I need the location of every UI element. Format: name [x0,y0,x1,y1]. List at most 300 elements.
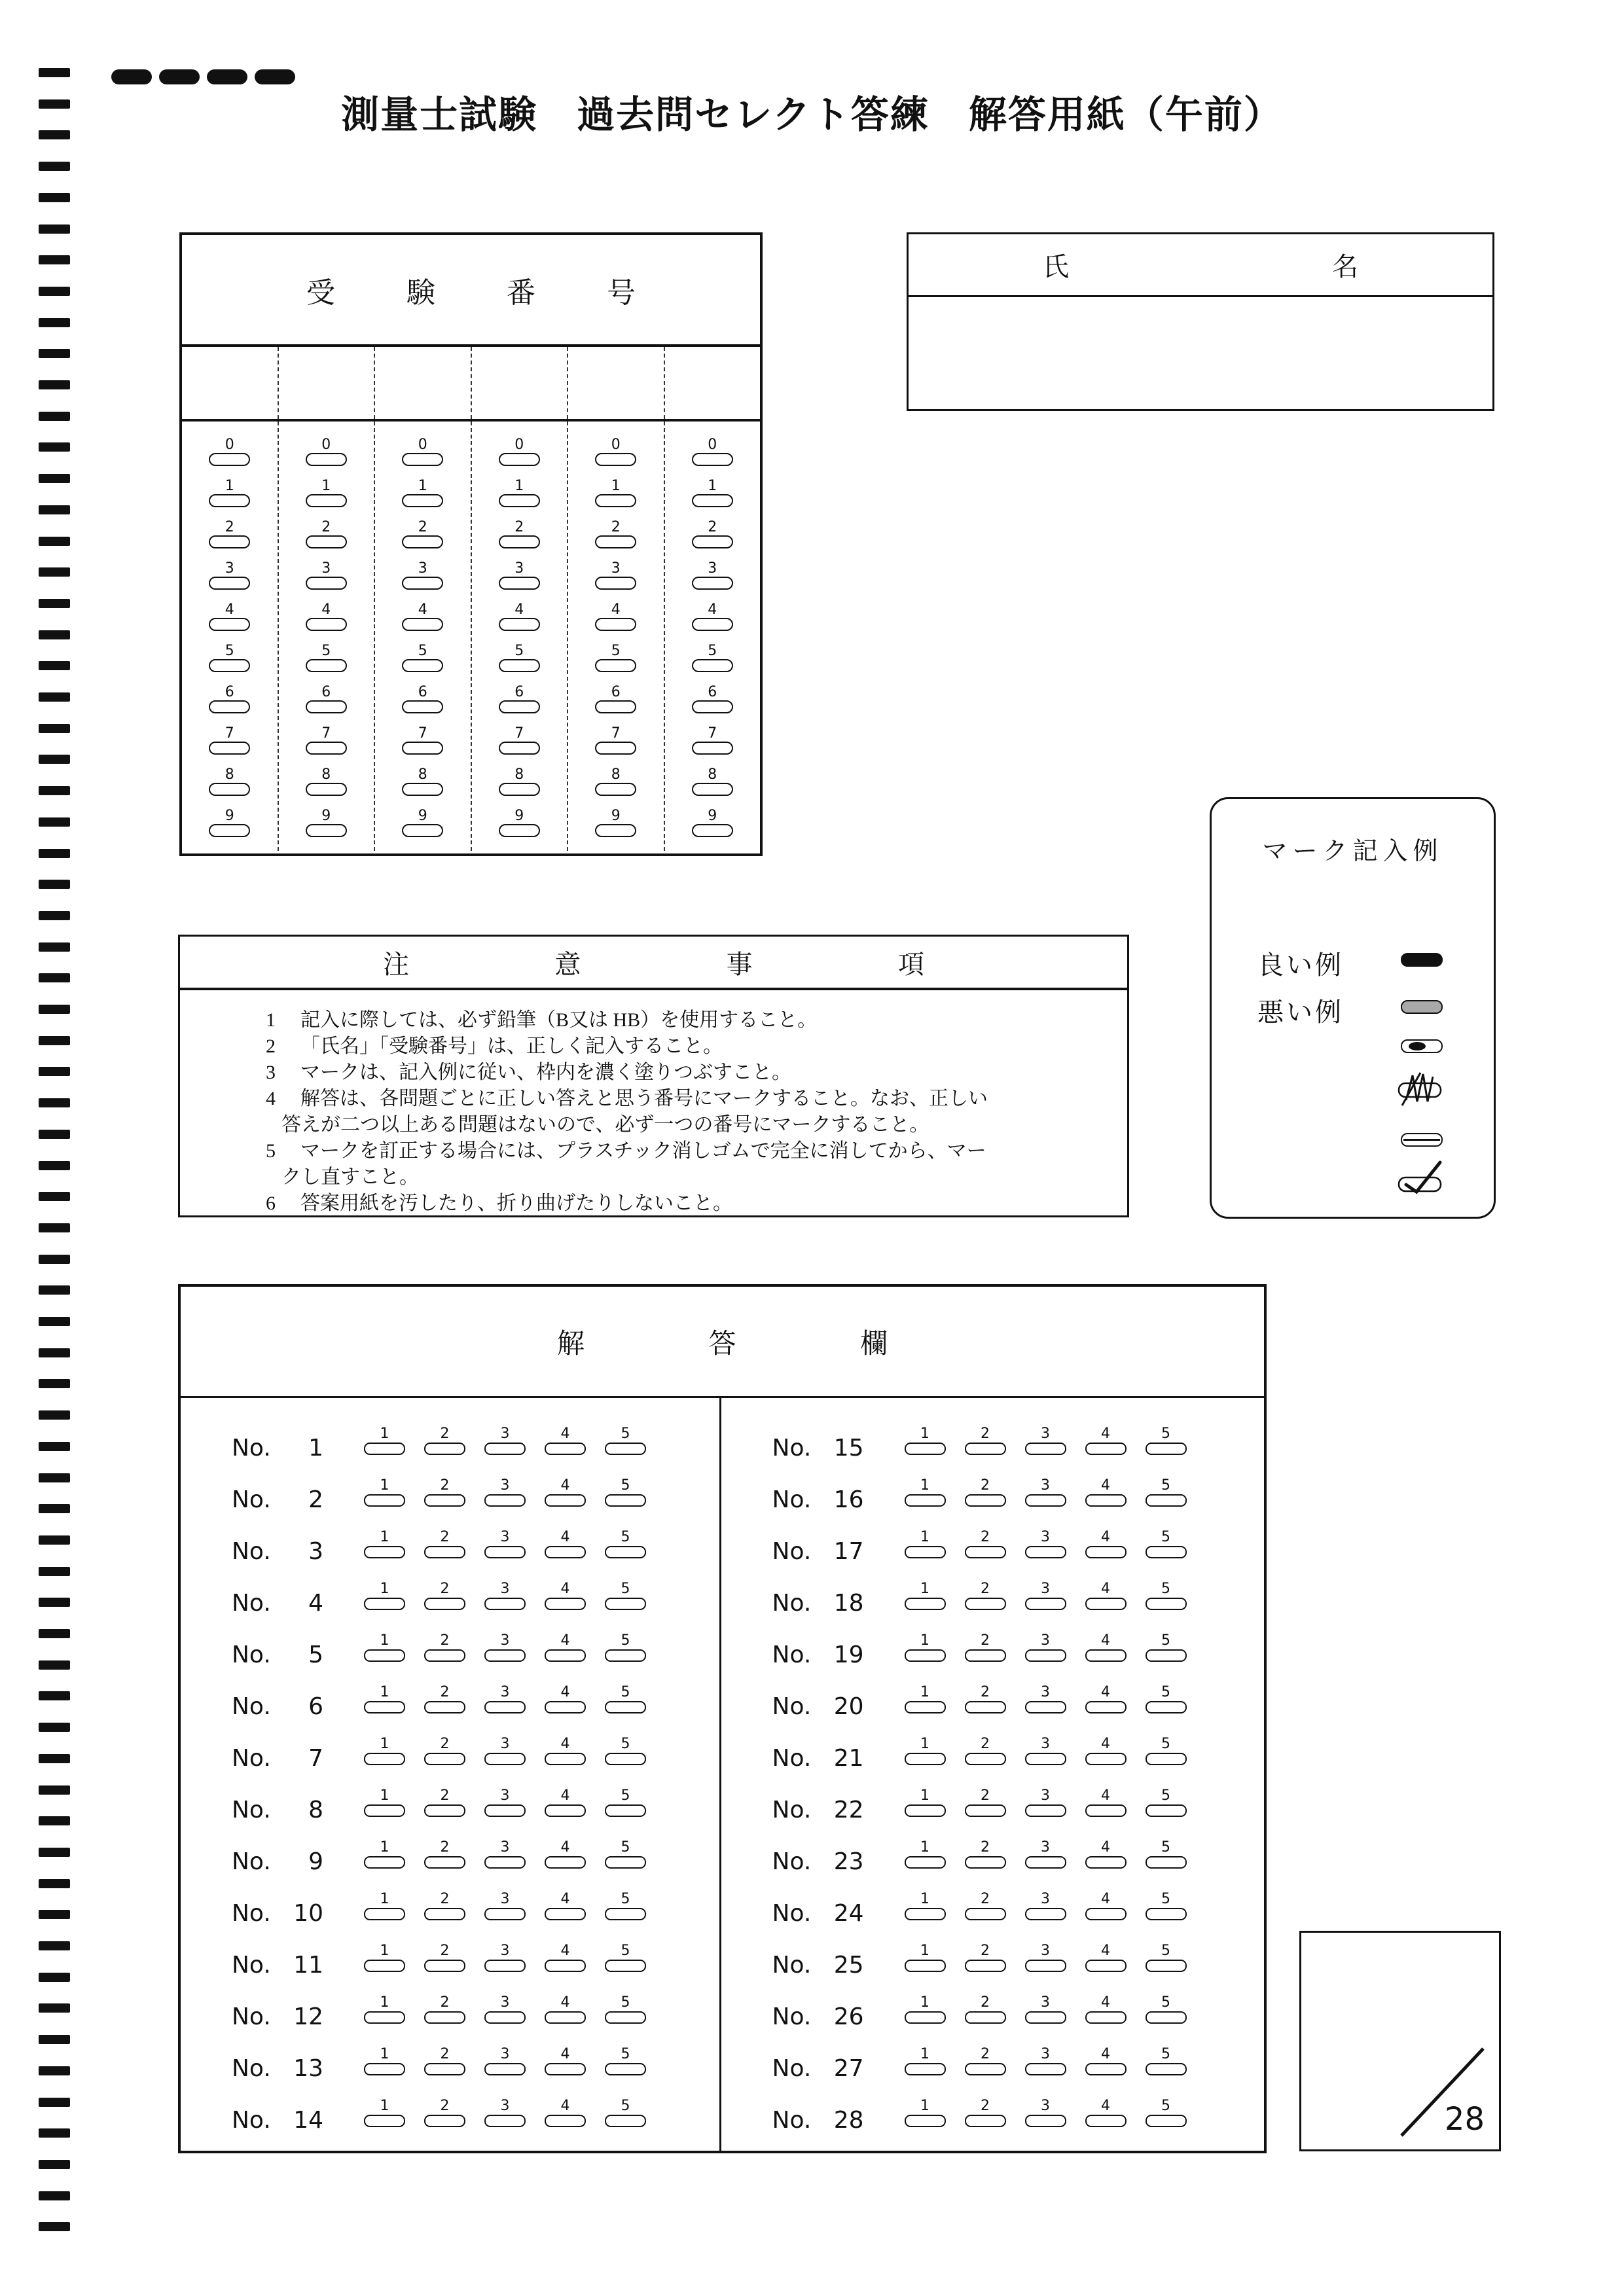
answer-22-bubble-1[interactable] [905,1804,946,1817]
exam-number-bubble-col5-digit3[interactable] [595,577,636,590]
exam-number-bubble-column-6 [665,422,761,851]
answer-17-bubble-5[interactable] [1146,1546,1187,1558]
answer-25-bubble-4[interactable] [1085,1960,1127,1972]
answer-26-option-2 [965,1996,1006,2047]
choice-digit-label: 4 [560,1477,570,1494]
exam-number-bubble-col1-digit7[interactable] [209,742,250,755]
answer-header [181,1287,1264,1398]
answer-20-bubble-4[interactable] [1085,1701,1127,1713]
exam-number-bubble-col5-digit0[interactable] [595,453,636,466]
answer-9-bubble-5[interactable] [605,1856,646,1869]
answer-14-bubble-1[interactable] [364,2115,405,2127]
answer-21-bubble-1[interactable] [905,1753,946,1765]
answer-15-bubble-2[interactable] [965,1443,1006,1455]
exam-number-bubble-col4-digit2[interactable] [499,535,540,548]
answer-6-bubble-1[interactable] [364,1701,405,1713]
answer-21-bubble-5[interactable] [1146,1753,1187,1765]
answer-27-bubble-2[interactable] [965,2063,1006,2075]
answer-row-1 [181,1427,719,1479]
answer-21-bubble-3[interactable] [1025,1753,1066,1765]
bubble-digit-label: 6 [418,684,427,700]
answer-9-bubble-1[interactable] [364,1856,405,1869]
answer-11-option-4 [545,1944,586,1996]
answer-13-bubble-3[interactable] [484,2063,526,2075]
binding-hole [39,1098,70,1107]
bad-mark-dot-pill-icon [1401,1039,1443,1053]
bubble-digit-label: 6 [321,684,331,700]
answer-7-bubble-5[interactable] [605,1753,646,1765]
answer-16-bubble-3[interactable] [1025,1494,1066,1507]
answer-5-bubble-5[interactable] [605,1649,646,1662]
answer-15-bubble-1[interactable] [905,1443,946,1455]
answer-28-bubble-2[interactable] [965,2115,1006,2127]
exam-number-bubble-col4-digit6[interactable] [499,700,540,713]
answer-8-bubble-2[interactable] [424,1804,465,1817]
answer-22-bubble-5[interactable] [1146,1804,1187,1817]
answer-25-bubble-1[interactable] [905,1960,946,1972]
answer-15-bubble-5[interactable] [1146,1443,1187,1455]
answer-9-bubble-3[interactable] [484,1856,526,1869]
exam-number-digit-cell-6[interactable] [665,347,761,419]
answer-2-bubble-4[interactable] [545,1494,586,1507]
exam-number-bubble-col3-digit9[interactable] [402,824,443,837]
answer-27-bubble-4[interactable] [1085,2063,1127,2075]
answer-16-bubble-4[interactable] [1085,1494,1127,1507]
exam-number-bubble-col6-digit6[interactable] [692,700,733,713]
answer-6-bubble-2[interactable] [424,1701,465,1713]
exam-number-bubble-col1-digit9[interactable] [209,824,250,837]
answer-18-bubble-3[interactable] [1025,1598,1066,1610]
answer-2-bubble-2[interactable] [424,1494,465,1507]
answer-11-bubble-1[interactable] [364,1960,405,1972]
choice-digit-label: 1 [380,1684,389,1700]
dot-icon [1409,1042,1426,1050]
answer-28-bubble-4[interactable] [1085,2115,1127,2127]
answer-no-label: No. [772,1900,812,1927]
answer-1-bubble-1[interactable] [364,1443,405,1455]
exam-number-bubble-col5-digit2[interactable] [595,535,636,548]
answer-7-option-5 [605,1737,646,1789]
answer-choices-17 [905,1530,1187,1582]
exam-number-bubble-col2-digit0[interactable] [306,453,347,466]
answer-9-bubble-2[interactable] [424,1856,465,1869]
exam-number-bubble-col5-digit6[interactable] [595,700,636,713]
answer-14-bubble-5[interactable] [605,2115,646,2127]
answer-27-bubble-3[interactable] [1025,2063,1066,2075]
answer-18-bubble-2[interactable] [965,1598,1006,1610]
answer-13-bubble-1[interactable] [364,2063,405,2075]
binding-hole [39,287,70,296]
choice-digit-label: 5 [1161,1529,1171,1545]
choice-digit-label: 1 [920,1581,930,1597]
answer-1-bubble-2[interactable] [424,1443,465,1455]
answer-1-bubble-5[interactable] [605,1443,646,1455]
choice-digit-label: 2 [440,1787,450,1804]
answer-27-bubble-1[interactable] [905,2063,946,2075]
note-item-number: 6 [266,1193,276,1214]
answer-18-option-1 [905,1582,946,1634]
exam-number-bubble-col2-digit3[interactable] [306,577,347,590]
exam-number-bubble-col3-digit2[interactable] [402,535,443,548]
answer-18-bubble-4[interactable] [1085,1598,1127,1610]
answer-21-option-1 [905,1737,946,1789]
answer-5-bubble-3[interactable] [484,1649,526,1662]
answer-12-bubble-2[interactable] [424,2011,465,2024]
answer-24-option-1 [905,1892,946,1944]
answer-26-bubble-5[interactable] [1146,2011,1187,2024]
answer-28-bubble-5[interactable] [1146,2115,1187,2127]
answer-20-bubble-3[interactable] [1025,1701,1066,1713]
choice-digit-label: 2 [981,2046,990,2062]
answer-23-bubble-2[interactable] [965,1856,1006,1869]
choice-digit-label: 1 [380,1736,389,1752]
exam-number-bubble-col6-digit5[interactable] [692,659,733,672]
answer-4-bubble-4[interactable] [545,1598,586,1610]
answer-4-bubble-3[interactable] [484,1598,526,1610]
exam-number-bubble-col3-digit5[interactable] [402,659,443,672]
exam-number-bubble-col5-digit8[interactable] [595,783,636,796]
answer-row-14 [181,2099,719,2151]
exam-number-option-col3-digit9 [375,808,471,850]
answer-7-bubble-2[interactable] [424,1753,465,1765]
exam-number-bubble-col5-digit5[interactable] [595,659,636,672]
answer-row-8 [181,1789,719,1840]
exam-number-bubble-col6-digit0[interactable] [692,453,733,466]
exam-number-bubble-col3-digit3[interactable] [402,577,443,590]
answer-16-bubble-2[interactable] [965,1494,1006,1507]
answer-25-option-1 [905,1944,946,1996]
answer-1-option-3 [484,1427,526,1479]
answer-21-bubble-2[interactable] [965,1753,1006,1765]
answer-10-bubble-5[interactable] [605,1908,646,1920]
answer-3-bubble-1[interactable] [364,1546,405,1558]
answer-no-label: No. [232,1848,271,1875]
exam-number-bubble-col6-digit3[interactable] [692,577,733,590]
answer-21-bubble-4[interactable] [1085,1753,1127,1765]
answer-3-bubble-2[interactable] [424,1546,465,1558]
answer-15-bubble-3[interactable] [1025,1443,1066,1455]
answer-28-bubble-1[interactable] [905,2115,946,2127]
answer-16-option-5 [1146,1479,1187,1530]
exam-number-bubble-col5-digit1[interactable] [595,494,636,507]
answer-9-option-1 [364,1840,405,1892]
exam-number-bubble-col1-digit0[interactable] [209,453,250,466]
exam-number-option-col1-digit3 [182,561,278,602]
choice-digit-label: 5 [1161,1787,1171,1804]
exam-number-bubble-grid [182,422,760,851]
answer-19-bubble-3[interactable] [1025,1649,1066,1662]
answer-24-bubble-2[interactable] [965,1908,1006,1920]
answer-22-bubble-4[interactable] [1085,1804,1127,1817]
choice-digit-label: 4 [560,1632,570,1649]
answer-24-bubble-3[interactable] [1025,1908,1066,1920]
exam-number-digit-cell-2[interactable] [279,347,376,419]
answer-14-bubble-4[interactable] [545,2115,586,2127]
answer-1-bubble-4[interactable] [545,1443,586,1455]
answer-no-label: No. [772,2003,812,2030]
answer-10-bubble-1[interactable] [364,1908,405,1920]
answer-8-bubble-5[interactable] [605,1804,646,1817]
exam-number-bubble-col4-digit3[interactable] [499,577,540,590]
answer-row-24 [721,1892,1264,1944]
score-box[interactable] [1299,1931,1501,2151]
answer-10-bubble-2[interactable] [424,1908,465,1920]
bubble-digit-label: 9 [418,808,427,824]
answer-17-bubble-3[interactable] [1025,1546,1066,1558]
answer-7-bubble-1[interactable] [364,1753,405,1765]
choice-digit-label: 4 [560,2046,570,2062]
answer-25-bubble-3[interactable] [1025,1960,1066,1972]
answer-23-bubble-3[interactable] [1025,1856,1066,1869]
answer-11-bubble-4[interactable] [545,1960,586,1972]
exam-number-option-col3-digit8 [375,767,471,808]
answer-26-bubble-3[interactable] [1025,2011,1066,2024]
answer-13-bubble-5[interactable] [605,2063,646,2075]
answer-5-bubble-2[interactable] [424,1649,465,1662]
answer-25-bubble-5[interactable] [1146,1960,1187,1972]
exam-number-bubble-col1-digit6[interactable] [209,700,250,713]
answer-24-bubble-1[interactable] [905,1908,946,1920]
answer-16-option-2 [965,1479,1006,1530]
choice-digit-label: 3 [500,1787,510,1804]
answer-11-bubble-2[interactable] [424,1960,465,1972]
answer-6-bubble-3[interactable] [484,1701,526,1713]
answer-13-option-4 [545,2047,586,2099]
exam-number-bubble-col1-digit4[interactable] [209,618,250,631]
exam-number-bubble-col6-digit1[interactable] [692,494,733,507]
exam-number-option-col3-digit5 [375,643,471,685]
answer-7-bubble-3[interactable] [484,1753,526,1765]
bubble-digit-label: 9 [708,808,717,824]
answer-16-bubble-1[interactable] [905,1494,946,1507]
bubble-digit-label: 0 [418,437,427,453]
answer-no-label: No. [232,2107,271,2134]
name-input-area[interactable] [909,297,1492,409]
choice-digit-label: 4 [560,1581,570,1597]
exam-number-option-col3-digit4 [375,602,471,643]
answer-12-bubble-1[interactable] [364,2011,405,2024]
answer-19-bubble-2[interactable] [965,1649,1006,1662]
exam-number-bubble-col3-digit0[interactable] [402,453,443,466]
answer-8-bubble-4[interactable] [545,1804,586,1817]
answer-27-option-5 [1146,2047,1187,2099]
bubble-digit-label: 4 [611,601,621,618]
answer-12-bubble-5[interactable] [605,2011,646,2024]
answer-12-bubble-4[interactable] [545,2011,586,2024]
answer-9-option-4 [545,1840,586,1892]
exam-number-bubble-col4-digit4[interactable] [499,618,540,631]
answer-2-bubble-5[interactable] [605,1494,646,1507]
exam-number-bubble-col2-digit2[interactable] [306,535,347,548]
exam-number-digit-cell-5[interactable] [568,347,665,419]
exam-number-bubble-col3-digit1[interactable] [402,494,443,507]
answer-13-bubble-4[interactable] [545,2063,586,2075]
answer-5-bubble-1[interactable] [364,1649,405,1662]
answer-22-bubble-2[interactable] [965,1804,1006,1817]
exam-number-bubble-col3-digit4[interactable] [402,618,443,631]
exam-number-bubble-col1-digit5[interactable] [209,659,250,672]
exam-number-option-col1-digit2 [182,520,278,561]
exam-number-bubble-col4-digit9[interactable] [499,824,540,837]
exam-number-bubble-col1-digit2[interactable] [209,535,250,548]
binding-hole [39,1067,70,1076]
bubble-digit-label: 6 [514,684,524,700]
answer-20-option-3 [1025,1685,1066,1737]
exam-number-bubble-col4-digit1[interactable] [499,494,540,507]
answer-21-option-4 [1085,1737,1127,1789]
bubble-digit-label: 1 [321,478,331,494]
exam-number-bubble-col6-digit9[interactable] [692,824,733,837]
answer-15-option-2 [965,1427,1006,1479]
binding-hole [39,68,70,77]
answer-19-bubble-4[interactable] [1085,1649,1127,1662]
answer-11-bubble-5[interactable] [605,1960,646,1972]
answer-20-option-1 [905,1685,946,1737]
answer-12-option-5 [605,1996,646,2047]
exam-number-bubble-col4-digit7[interactable] [499,742,540,755]
answer-3-bubble-3[interactable] [484,1546,526,1558]
answer-16-option-3 [1025,1479,1066,1530]
answer-26-bubble-1[interactable] [905,2011,946,2024]
exam-number-option-col1-digit4 [182,602,278,643]
answer-13-bubble-2[interactable] [424,2063,465,2075]
answer-22-bubble-3[interactable] [1025,1804,1066,1817]
answer-1-bubble-3[interactable] [484,1443,526,1455]
answer-24-bubble-4[interactable] [1085,1908,1127,1920]
answer-20-bubble-5[interactable] [1146,1701,1187,1713]
answer-8-bubble-1[interactable] [364,1804,405,1817]
answer-4-bubble-5[interactable] [605,1598,646,1610]
binding-hole [39,1442,70,1451]
exam-number-bubble-col1-digit8[interactable] [209,783,250,796]
answer-17-bubble-2[interactable] [965,1546,1006,1558]
answer-choices-23 [905,1840,1187,1892]
answer-23-bubble-4[interactable] [1085,1856,1127,1869]
answer-7-option-3 [484,1737,526,1789]
answer-6-bubble-4[interactable] [545,1701,586,1713]
answer-14-bubble-2[interactable] [424,2115,465,2127]
answer-3-bubble-5[interactable] [605,1546,646,1558]
bad-mark-gray-pill-icon [1401,1000,1443,1014]
exam-number-bubble-col2-digit9[interactable] [306,824,347,837]
exam-number-bubble-col2-digit7[interactable] [306,742,347,755]
answer-3-bubble-4[interactable] [545,1546,586,1558]
answer-12-bubble-3[interactable] [484,2011,526,2024]
answer-4-bubble-1[interactable] [364,1598,405,1610]
exam-number-bubble-col2-digit5[interactable] [306,659,347,672]
bad-mark-checkmark-pill-icon [1397,1158,1448,1196]
exam-number-option-col3-digit7 [375,726,471,767]
exam-number-bubble-col6-digit2[interactable] [692,535,733,548]
answer-20-bubble-2[interactable] [965,1701,1006,1713]
answer-13-option-1 [364,2047,405,2099]
answer-23-bubble-5[interactable] [1146,1856,1187,1869]
bubble-digit-label: 5 [708,643,717,659]
answer-2-bubble-3[interactable] [484,1494,526,1507]
exam-number-bubble-col6-digit7[interactable] [692,742,733,755]
exam-number-bubble-col4-digit0[interactable] [499,453,540,466]
answer-26-bubble-2[interactable] [965,2011,1006,2024]
exam-number-bubble-col3-digit8[interactable] [402,783,443,796]
answer-6-bubble-5[interactable] [605,1701,646,1713]
answer-26-bubble-4[interactable] [1085,2011,1127,2024]
exam-number-digit-cell-1[interactable] [182,347,279,419]
answer-19-bubble-5[interactable] [1146,1649,1187,1662]
exam-number-bubble-col3-digit7[interactable] [402,742,443,755]
choice-digit-label: 5 [1161,1632,1171,1649]
answer-18-bubble-5[interactable] [1146,1598,1187,1610]
choice-digit-label: 4 [1101,2046,1111,2062]
exam-number-bubble-col4-digit5[interactable] [499,659,540,672]
answer-20-bubble-1[interactable] [905,1701,946,1713]
exam-number-bubble-col6-digit8[interactable] [692,783,733,796]
binding-hole [39,567,70,577]
answer-11-bubble-3[interactable] [484,1960,526,1972]
exam-number-bubble-col5-digit4[interactable] [595,618,636,631]
note-item-text: 記入に際しては、必ず鉛筆（B又は HB）を使用すること。 [300,1009,818,1031]
answer-15-bubble-4[interactable] [1085,1443,1127,1455]
answer-7-bubble-4[interactable] [545,1753,586,1765]
answer-10-option-1 [364,1892,405,1944]
answer-28-bubble-3[interactable] [1025,2115,1066,2127]
timing-mark-icon [159,69,200,84]
binding-hole [39,1535,70,1545]
answer-26-option-1 [905,1996,946,2047]
exam-number-bubble-col6-digit4[interactable] [692,618,733,631]
exam-number-bubble-col1-digit1[interactable] [209,494,250,507]
answer-24-bubble-5[interactable] [1146,1908,1187,1920]
exam-number-bubble-col1-digit3[interactable] [209,577,250,590]
answer-18-bubble-1[interactable] [905,1598,946,1610]
answer-8-bubble-3[interactable] [484,1804,526,1817]
answer-2-bubble-1[interactable] [364,1494,405,1507]
answer-23-bubble-1[interactable] [905,1856,946,1869]
answer-5-bubble-4[interactable] [545,1649,586,1662]
answer-10-bubble-4[interactable] [545,1908,586,1920]
answer-14-bubble-3[interactable] [484,2115,526,2127]
exam-number-bubble-col2-digit6[interactable] [306,700,347,713]
answer-17-bubble-1[interactable] [905,1546,946,1558]
answer-19-bubble-1[interactable] [905,1649,946,1662]
choice-digit-label: 1 [920,1426,930,1442]
answer-13-option-5 [605,2047,646,2099]
exam-number-bubble-col2-digit4[interactable] [306,618,347,631]
exam-number-bubble-col3-digit6[interactable] [402,700,443,713]
answer-17-bubble-4[interactable] [1085,1546,1127,1558]
exam-number-bubble-col4-digit8[interactable] [499,783,540,796]
answer-10-bubble-3[interactable] [484,1908,526,1920]
exam-number-bubble-col5-digit7[interactable] [595,742,636,755]
answer-16-bubble-5[interactable] [1146,1494,1187,1507]
answer-question-number: 26 [833,2003,864,2030]
answer-27-option-4 [1085,2047,1127,2099]
answer-4-bubble-2[interactable] [424,1598,465,1610]
choice-digit-label: 5 [621,1787,630,1804]
answer-27-bubble-5[interactable] [1146,2063,1187,2075]
binding-hole [39,630,70,639]
choice-digit-label: 1 [380,2098,389,2114]
answer-9-bubble-4[interactable] [545,1856,586,1869]
exam-number-digit-cell-3[interactable] [375,347,472,419]
exam-number-digit-cell-4[interactable] [472,347,569,419]
exam-number-option-col1-digit9 [182,808,278,850]
exam-number-bubble-col2-digit8[interactable] [306,783,347,796]
answer-question-number: 19 [833,1641,864,1668]
exam-number-bubble-col2-digit1[interactable] [306,494,347,507]
exam-number-bubble-col5-digit9[interactable] [595,824,636,837]
answer-11-option-3 [484,1944,526,1996]
answer-25-bubble-2[interactable] [965,1960,1006,1972]
